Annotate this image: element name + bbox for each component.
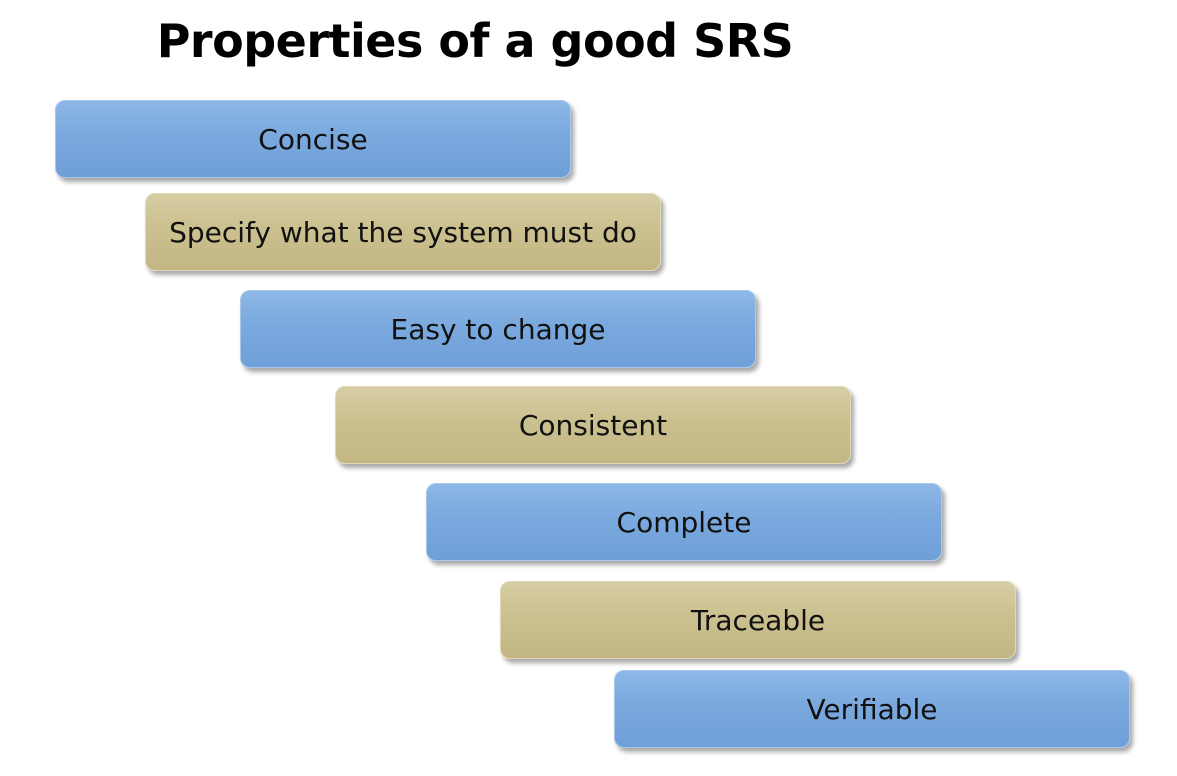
step-concise: Concise: [55, 100, 571, 178]
step-traceable: Traceable: [500, 581, 1016, 659]
step-easy-to-change: Easy to change: [240, 290, 756, 368]
step-verifiable: Verifiable: [614, 670, 1130, 748]
step-complete: Complete: [426, 483, 942, 561]
step-consistent: Consistent: [335, 386, 851, 464]
step-specify-what-system-must-do: Specify what the system must do: [145, 193, 661, 271]
slide-title: Properties of a good SRS: [156, 14, 794, 68]
